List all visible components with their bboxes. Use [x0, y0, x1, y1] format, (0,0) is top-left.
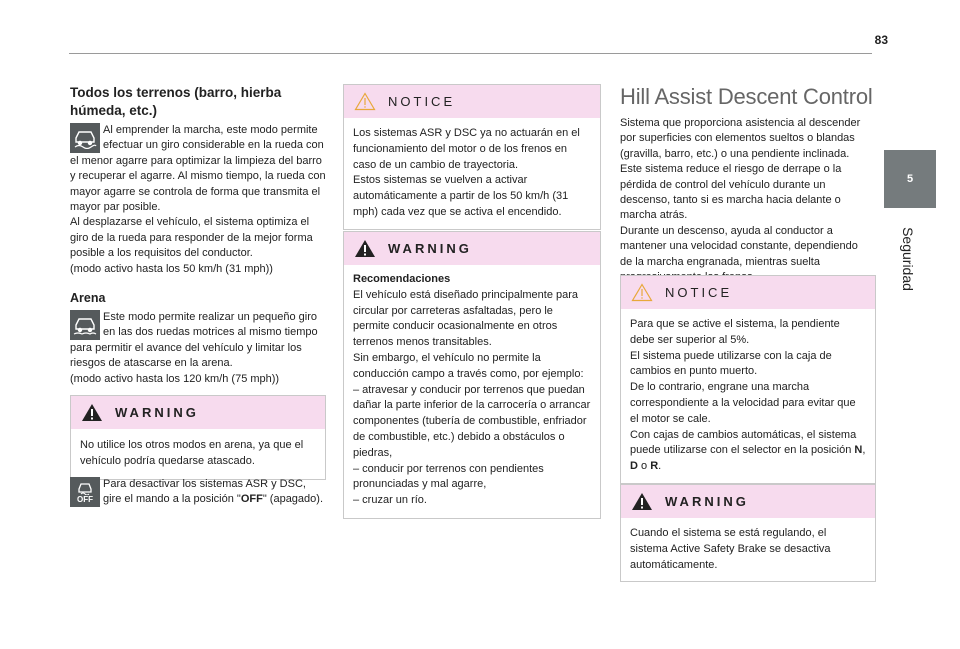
hadc-intro-a: Sistema que proporciona asistencia al descender por superficies con elementos sueltos o blandas (gravilla, barro, etc.) o una pendiente inclinada. [620, 117, 861, 160]
sand-text-a: Este modo permite realizar un pequeño giro en las dos ruedas motrices al mismo tiempo para permitir el avance del vehículo y limitar los riesgos de atascarse en la arena. [70, 311, 318, 370]
notice-box-hadc [620, 275, 876, 484]
notice-text-a: Los sistemas ASR y DSC ya no actuarán en el funcionamiento del motor o de los frenos en caso de un cambio de trayectoria. [353, 127, 580, 171]
notice-label: NOTICE [665, 285, 733, 300]
all-terrain-text-c: (modo activo hasta los 50 km/h (31 mph)) [70, 262, 273, 275]
hadc-intro [620, 116, 870, 285]
warning-icon [81, 403, 103, 422]
sand-terrain-icon [70, 310, 100, 340]
asr-off-text-b: " (apagado). [262, 493, 323, 506]
hadc-intro-c: Durante un descenso, ayuda al conductor a mantener una velocidad constante, dependiendo de la marcha engranada, mientras suelta [620, 224, 858, 268]
asr-off-icon [70, 477, 100, 507]
off-icon-label: OFF [77, 494, 93, 504]
recommendations-text-b: Sin embargo, el vehículo no permite la conducción campo a través como, por ejemplo: [353, 351, 584, 380]
gear-d: D [630, 460, 638, 473]
chapter-label-text: Seguridad [900, 227, 917, 291]
gear-end: . [658, 460, 662, 473]
notice-header [621, 276, 875, 309]
warning-box-recommendations [343, 231, 601, 519]
hadc-notice-b: El sistema puede utilizarse con la caja de cambios en punto muerto. [630, 349, 832, 378]
warning-box-sand [70, 395, 326, 480]
all-terrain-text-a: Al emprender la marcha, este modo permite efectuar un giro considerable en la rueda con el menor agarre para optimizar la limpieza del barro y recuperar el agarre. Al mismo tiempo, la rueda con mayor agarre se controla de forma que transmita el mayor par posible. [70, 124, 326, 214]
gear-r: R [650, 460, 659, 473]
notice-label: NOTICE [388, 94, 456, 109]
mud-terrain-icon [70, 123, 100, 153]
warning-label: WARNING [388, 241, 472, 256]
gear-comma: , [862, 444, 866, 457]
recommendations-item-1: – atravesar y conducir por terrenos que puedan dañar la parte inferior de la carrocería o arrancar componentes (tubería de combustible, enfriador de combustible, etc.) debido a obstáculos o piedras, [353, 383, 591, 459]
warning-box-hadc [620, 484, 876, 582]
notice-header [344, 85, 600, 118]
warning-label: WARNING [665, 494, 749, 509]
notice-icon [631, 283, 653, 302]
asr-off-paragraph [70, 477, 326, 508]
warning-icon [631, 492, 653, 511]
gear-n: N [854, 444, 863, 457]
page-number: 83 [874, 33, 888, 47]
warning-header [621, 485, 875, 518]
warning-header [71, 396, 325, 429]
warning-header [344, 232, 600, 265]
recommendations-text-a: El vehículo está diseñado principalmente para circular por carreteras asfaltadas, pero le permite conducir ocasionalmente en otros terrenos menos transitables. [353, 288, 579, 349]
top-rule [69, 53, 872, 54]
notice-icon [354, 92, 376, 111]
section-all-terrain-title: Todos los terrenos (barro, hierba húmeda, etc.) [70, 85, 282, 118]
recommendations-item-2: – conducir por terrenos con pendientes pronunciadas y mal agarre, [353, 462, 544, 491]
all-terrain-paragraph [70, 123, 326, 277]
chapter-number: 5 [906, 173, 914, 185]
warning-text: No utilice los otros modos en arena, ya que el vehículo podría quedarse atascado. [80, 439, 304, 467]
sand-paragraph [70, 310, 326, 387]
hadc-notice-a: Para que se active el sistema, la pendiente debe ser superior al 5%. [630, 318, 840, 346]
section-sand-title: Arena [70, 291, 106, 305]
asr-off-text-a: Para desactivar los sistemas ASR y DSC, gire el mando a la posición " [103, 478, 306, 506]
recommendations-heading: Recomendaciones [353, 273, 451, 285]
hadc-notice-d [630, 428, 866, 475]
notice-box-asr [343, 84, 601, 230]
warning-label: WARNING [115, 405, 199, 420]
recommendations-item-3: – cruzar un río. [353, 494, 427, 507]
asr-off-bold: OFF [240, 493, 263, 506]
chapter-label [878, 214, 938, 304]
gear-or: o [637, 460, 651, 473]
sand-text-b: (modo activo hasta los 120 km/h (75 mph)) [70, 372, 280, 385]
notice-text-b: Estos sistemas se vuelven a activar automáticamente a partir de los 50 km/h (31 mph) cada vez que se activa el encendido. [353, 174, 569, 218]
chapter-tab[interactable] [884, 150, 936, 208]
hadc-notice-c: De lo contrario, engrane una marcha correspondiente a la velocidad para evitar que el motor se cale. [630, 381, 856, 425]
all-terrain-text-b: Al desplazarse el vehículo, el sistema optimiza el giro de la rueda para responder de la mejor forma posible a los requisitos del conductor. [70, 216, 313, 260]
hadc-intro-b: Este sistema reduce el riesgo de derrape o la pérdida de control del vehículo durante un descenso, tanto si es marcha hacia delante o marcha atrás. [620, 163, 842, 222]
asr-off-text [70, 477, 326, 508]
hadc-warning-text: Cuando el sistema se está regulando, el sistema Active Safety Brake se desactiva automáticamente. [630, 527, 831, 571]
section-title-hadc: Hill Assist Descent Control [620, 84, 873, 109]
warning-icon [354, 239, 376, 258]
hadc-notice-d-pre: Con cajas de cambios automáticas, el sistema puede utilizarse con el selector en la posición [630, 428, 857, 457]
